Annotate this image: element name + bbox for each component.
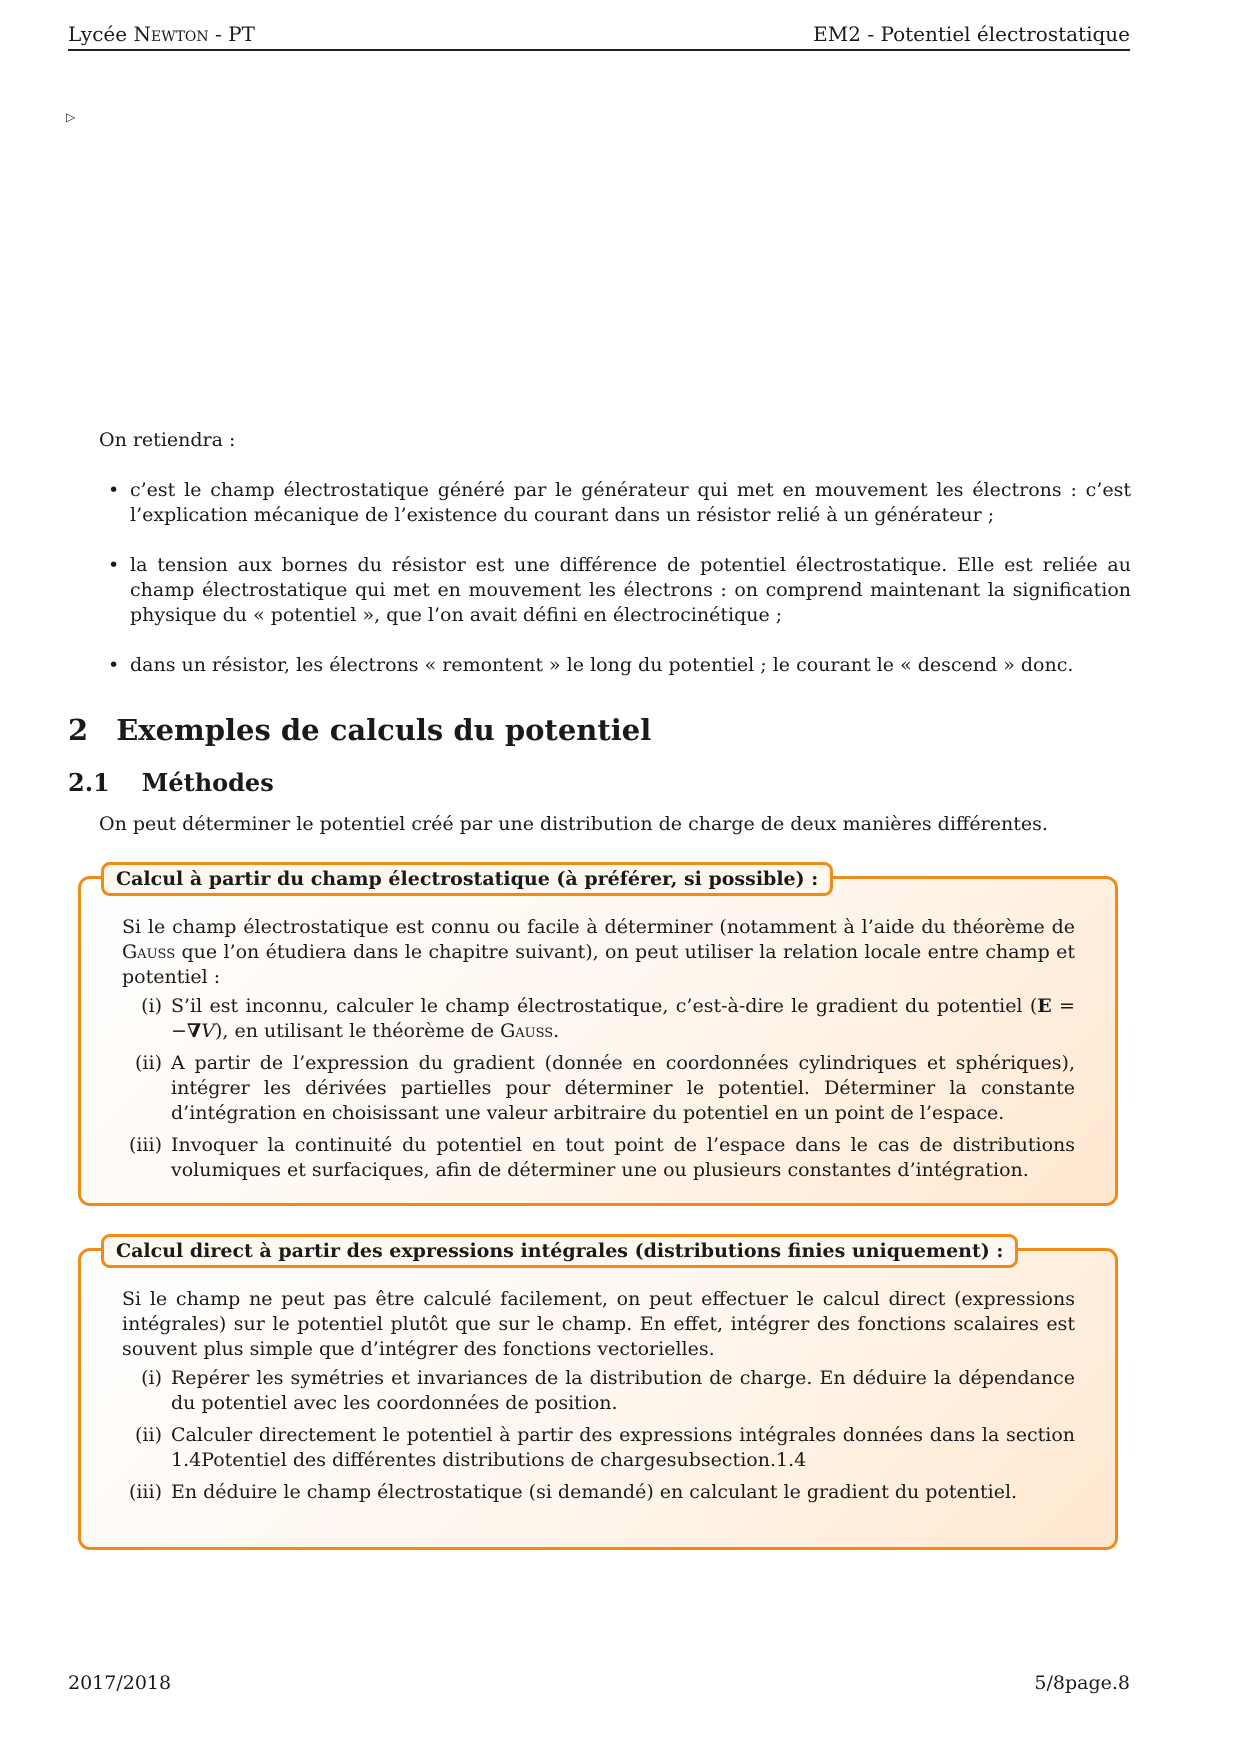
page-header — [68, 22, 1130, 46]
list-item — [122, 1366, 1075, 1416]
method-box-integral — [78, 1240, 1118, 1550]
intro-text: que l’on étudiera dans le chapitre suivant), on peut utiliser la relation locale entre champ et potentiel : — [122, 941, 1075, 988]
subsection-heading — [68, 768, 274, 797]
step-text: Repérer les symétries et invariances de la distribution de charge. En déduire la dépendance du potentiel avec les coordonnées de position. — [171, 1367, 1075, 1414]
gauss-name: Gauss — [122, 941, 176, 963]
step-number: (i) — [141, 995, 162, 1017]
header-rule — [68, 49, 1130, 51]
formula-eq: = − — [171, 995, 1075, 1042]
subsection-intro: On peut déterminer le potentiel créé par une distribution de charge de deux manières différentes. — [99, 813, 1048, 835]
list-item — [122, 1423, 1075, 1473]
step-text: . — [553, 1020, 560, 1042]
method-box-intro — [122, 915, 1075, 990]
potential-v: V — [201, 1020, 215, 1042]
step-number: (iii) — [128, 1134, 162, 1156]
page-number: 5/8page.8 — [1034, 1672, 1130, 1694]
step-number: (iii) — [128, 1481, 162, 1503]
subsection-title: Méthodes — [141, 768, 274, 797]
step-text: En déduire le champ électrostatique (si demandé) en calculant le gradient du potentiel. — [171, 1481, 1018, 1503]
list-item — [122, 1480, 1075, 1505]
method-box-title: Calcul à partir du champ électrostatique (à préférer, si possible) : — [101, 862, 833, 896]
list-item: • la tension aux bornes du résistor est une différence de potentiel électrostatique. Elle est reliée au champ électrostatique qui met en mouvement les électrons : on comprend maintenant la signification physique du « potentiel », que l’on avait défini en électrocinétique ; — [108, 553, 1131, 628]
list-item — [122, 1133, 1075, 1183]
footer-year: 2017/2018 — [68, 1672, 172, 1694]
step-number: (i) — [141, 1367, 162, 1389]
retention-intro: On retiendra : — [99, 429, 236, 451]
header-left — [68, 22, 255, 46]
step-text: Invoquer la continuité du potentiel en tout point de l’espace dans le cas de distributions volumiques et surfaciques, afin de déterminer une ou plusieurs constantes d’intégration. — [171, 1134, 1075, 1181]
list-item — [122, 1051, 1075, 1126]
intro-text: Si le champ électrostatique est connu ou facile à déterminer (notamment à l’aide du théorème de — [122, 916, 1075, 938]
nabla-icon: ∇ — [186, 1020, 202, 1042]
vector-e: E — [1037, 995, 1052, 1017]
list-item: • c’est le champ électrostatique généré par le générateur qui met en mouvement les électrons : c’est l’explication mécanique de l’existence du courant dans un résistor relié à un générateur ; — [108, 478, 1131, 528]
list-item — [122, 994, 1075, 1044]
step-text: ), en utilisant le théorème de — [214, 1020, 501, 1042]
header-school-prefix: Lycée — [68, 22, 134, 46]
page-footer — [68, 1672, 1130, 1694]
section-number: 2 — [68, 713, 89, 747]
method-box-content — [122, 915, 1075, 1190]
header-school-name: Newton — [133, 22, 209, 46]
step-text: S’il est inconnu, calculer le champ électrostatique, c’est-à-dire le gradient du potentiel ( — [171, 995, 1038, 1017]
method-steps — [122, 994, 1075, 1183]
step-text: A partir de l’expression du gradient (donnée en coordonnées cylindriques et sphériques), intégrer les dérivées partielles pour déterminer le potentiel. Déterminer la constante d’intégration en choisissant une valeur arbitraire du potentiel en un point de l’espace. — [171, 1052, 1075, 1124]
subsection-number: 2.1 — [68, 768, 110, 797]
step-text: Calculer directement le potentiel à partir des expressions intégrales données dans la section 1.4Potentiel des différentes distributions de chargesubsection.1.4 — [171, 1424, 1075, 1471]
step-number: (ii) — [135, 1052, 162, 1074]
section-heading — [68, 713, 651, 747]
section-title: Exemples de calculs du potentiel — [116, 713, 652, 747]
header-class: - PT — [208, 22, 255, 46]
method-box-field — [78, 868, 1118, 1206]
method-steps — [122, 1366, 1075, 1505]
header-chapter: EM2 - Potentiel électrostatique — [813, 22, 1130, 46]
list-item: • dans un résistor, les électrons « remontent » le long du potentiel ; le courant le « descend » donc. — [108, 653, 1131, 678]
gauss-name: Gauss — [500, 1020, 554, 1042]
method-box-content — [122, 1287, 1075, 1512]
retention-list — [108, 478, 1131, 703]
step-number: (ii) — [135, 1424, 162, 1446]
triangle-marker-icon: ▷ — [66, 110, 76, 124]
method-box-title: Calcul direct à partir des expressions intégrales (distributions finies uniquement) : — [101, 1234, 1018, 1268]
method-box-intro: Si le champ ne peut pas être calculé facilement, on peut effectuer le calcul direct (expressions intégrales) sur le potentiel plutôt que sur le champ. En effet, intégrer des fonctions scalaires est souvent plus simple que d’intégrer des fonctions vectorielles. — [122, 1288, 1075, 1360]
